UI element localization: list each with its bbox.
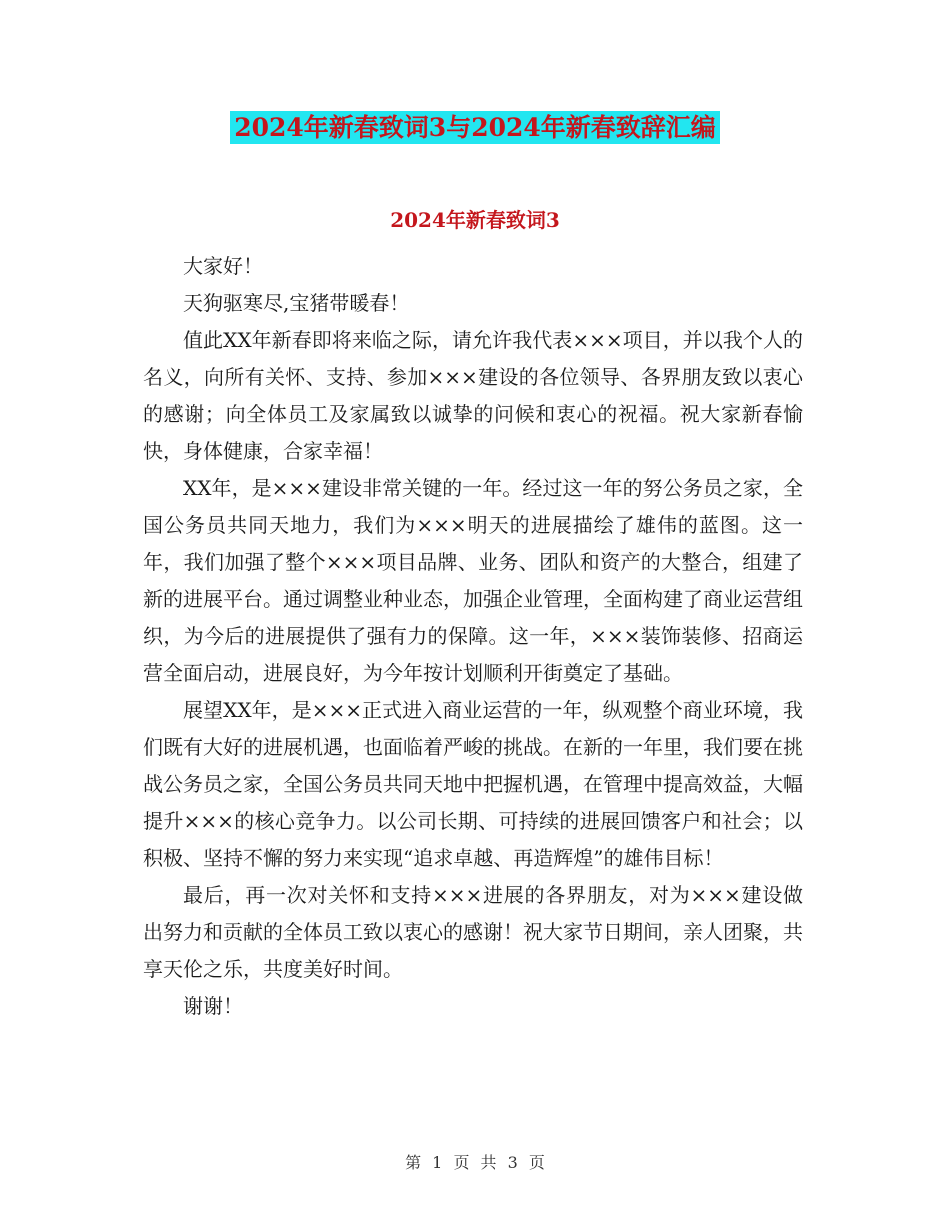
main-title: [0, 108, 950, 151]
document-body: [143, 248, 803, 1025]
paragraph-outlook: 展望XX年，是×××正式进入商业运营的一年，纵观整个商业环境，我们既有大好的进展机遇，也面临着严峻的挑战。在新的一年里，我们要在挑战公务员之家，全国公务员共同天地中把握机遇，在管理中提高效益，大幅提升×××的核心竞争力。以公司长期、可持续的进展回馈客户和社会；以积极、坚持不懈的努力来实现“追求卓越、再造辉煌”的雄伟目标！: [143, 698, 803, 870]
paragraph-thanks: 值此XX年新春即将来临之际，请允许我代表×××项目，并以我个人的名义，向所有关怀、支持、参加×××建设的各位领导、各界朋友致以衷心的感谢；向全体员工及家属致以诚挚的问候和衷心的祝福。祝大家新春愉快，身体健康，合家幸福！: [143, 328, 803, 463]
paragraph-closing: 最后，再一次对关怀和支持×××进展的各界朋友，对为×××建设做出努力和贡献的全体员工致以衷心的感谢！祝大家节日期间，亲人团聚，共享天伦之乐，共度美好时间。: [143, 883, 803, 981]
paragraph-greeting: 大家好！: [183, 254, 263, 278]
page-footer: 第 1 页 共 3 页: [405, 1153, 545, 1172]
main-title-text: 2024年新春致词3与2024年新春致辞汇编: [230, 111, 720, 144]
paragraph-review: XX年，是×××建设非常关键的一年。经过这一年的努公务员之家，全国公务员共同天地力，我们为×××明天的进展描绘了雄伟的蓝图。这一年，我们加强了整个×××项目品牌、业务、团队和资产的大整合，组建了新的进展平台。通过调整业种业态，加强企业管理，全面构建了商业运营组织，为今后的进展提供了强有力的保障。这一年，×××装饰装修、招商运营全面启动，进展良好，为今年按计划顺利开街奠定了基础。: [143, 476, 803, 685]
paragraph-thankyou: 谢谢！: [183, 994, 243, 1018]
paragraph-couplet: 天狗驱寒尽,宝猪带暖春！: [183, 291, 410, 315]
section-title: 2024年新春致词3: [390, 208, 560, 232]
